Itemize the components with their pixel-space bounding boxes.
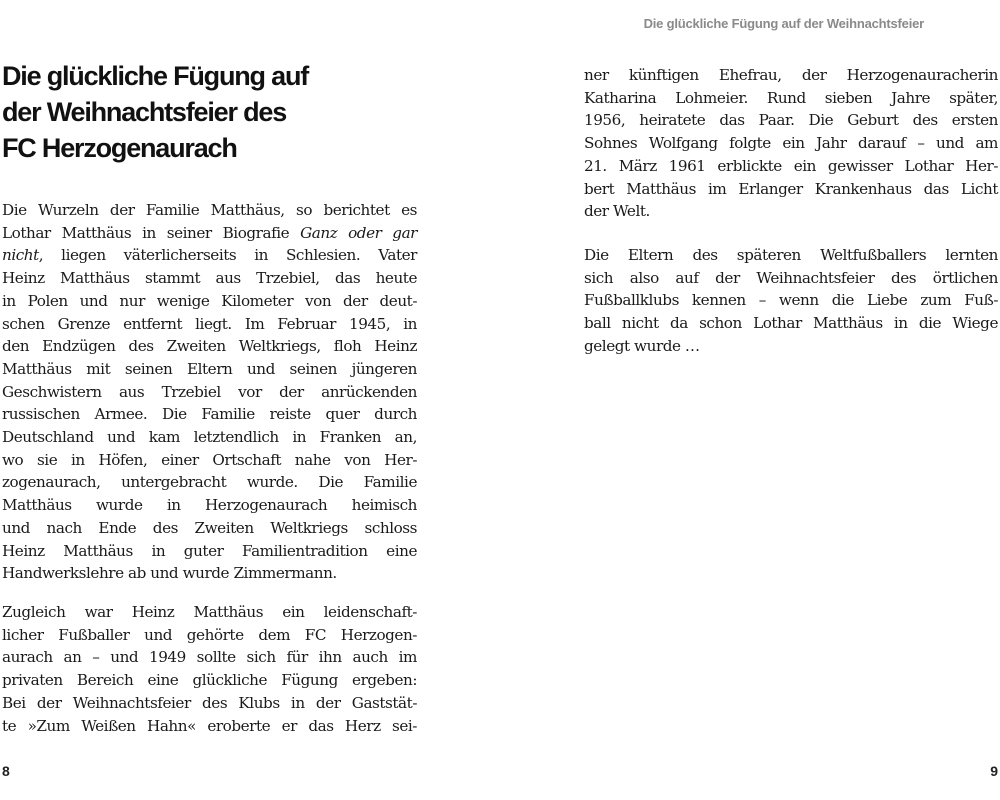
text-line: Katharina Lohmeier. Rund sieben Jahre später,: [584, 88, 998, 107]
text-line: in Polen und nur wenige Kilometer von der deut-: [2, 291, 417, 310]
text-line: sich also auf der Weihnachtsfeier des örtlichen: [584, 268, 998, 287]
text-line: Matthäus wurde in Herzogenaurach heimisch: [2, 496, 417, 515]
text-line: Fußballklubs kennen – wenn die Liebe zum Fuß-: [584, 291, 998, 310]
text-line: [2, 222, 417, 245]
text-line: und nach Ende des Zweiten Weltkriegs schloss: [2, 518, 417, 537]
text-line: Geschwistern aus Trzebiel vor der anrückenden: [2, 382, 417, 401]
text-line: den Endzügen des Zweiten Weltkriegs, floh Heinz: [2, 337, 417, 356]
text-line: Deutschland und kam letztendlich in Franken an,: [2, 428, 417, 447]
chapter-title-line: FC Herzogenaurach: [2, 133, 237, 163]
text-line: Bei der Weihnachtsfeier des Klubs in der Gaststät-: [2, 693, 417, 712]
text-segment: , liegen väterlicherseits in Schlesien. Vater: [38, 246, 417, 265]
text-segment: Lothar Matthäus in seiner Biografie: [2, 223, 301, 242]
text-line: schen Grenze entfernt liegt. Im Februar 1945, in: [2, 314, 417, 333]
text-line: Heinz Matthäus stammt aus Trzebiel, das heute: [2, 269, 417, 288]
paragraph-conclusion: [584, 244, 998, 358]
paragraph-christmas-party: [2, 601, 417, 737]
page-number-right: 9: [990, 763, 998, 779]
book-title-emphasis: nicht: [2, 246, 39, 265]
text-line: licher Fußballer und gehörte dem FC Herzogen-: [2, 625, 417, 644]
running-head: Die glückliche Fügung auf der Weihnachtsfeier: [643, 16, 924, 31]
text-line: Die Wurzeln der Familie Matthäus, so berichtet es: [2, 201, 417, 219]
text-line: Matthäus mit seinen Eltern und seinen jüngeren: [2, 359, 417, 378]
text-line: Heinz Matthäus in guter Familientradition eine: [2, 541, 417, 560]
text-line: Sohnes Wolfgang folgte ein Jahr darauf – und am: [584, 134, 998, 153]
text-line: Die Eltern des späteren Weltfußballers lernten: [584, 246, 998, 264]
text-line: privaten Bereich eine glückliche Fügung ergeben:: [2, 671, 417, 690]
text-line: aurach an – und 1949 sollte sich für ihn auch im: [2, 648, 417, 667]
text-line: Handwerkslehre ab und wurde Zimmermann.: [2, 564, 337, 583]
text-line: 1956, heiratete das Paar. Die Geburt des ersten: [584, 111, 998, 130]
text-line: 21. März 1961 erblickte ein gewisser Lothar Her-: [584, 156, 998, 175]
text-line: Zugleich war Heinz Matthäus ein leidenschaft-: [2, 603, 417, 621]
text-line: zogenaurach, untergebracht wurde. Die Familie: [2, 473, 417, 492]
text-line: ner künftigen Ehefrau, der Herzogenauracherin: [584, 66, 998, 84]
book-title-emphasis: Ganz oder gar: [300, 223, 417, 242]
text-line: russischen Armee. Die Familie reiste quer durch: [2, 405, 417, 424]
text-line: der Welt.: [584, 202, 650, 221]
text-line: ball nicht da schon Lothar Matthäus in die Wiege: [584, 314, 998, 333]
paragraph-marriage-birth: [584, 64, 998, 223]
paragraph-family-roots: [2, 199, 417, 585]
right-page: [500, 0, 1000, 800]
text-line: bert Matthäus im Erlanger Krankenhaus das Licht: [584, 179, 998, 198]
text-line: te »Zum Weißen Hahn« eroberte er das Herz sei-: [2, 716, 417, 735]
text-line: wo sie in Höfen, einer Ortschaft nahe von Her-: [2, 450, 417, 469]
chapter-title-line: Die glückliche Fügung auf: [2, 61, 309, 91]
text-line: gelegt wurde …: [584, 336, 700, 355]
page-number-left: 8: [2, 763, 10, 779]
text-line: [2, 244, 417, 267]
chapter-title-line: der Weihnachtsfeier des: [2, 97, 287, 127]
chapter-title: [2, 58, 422, 166]
